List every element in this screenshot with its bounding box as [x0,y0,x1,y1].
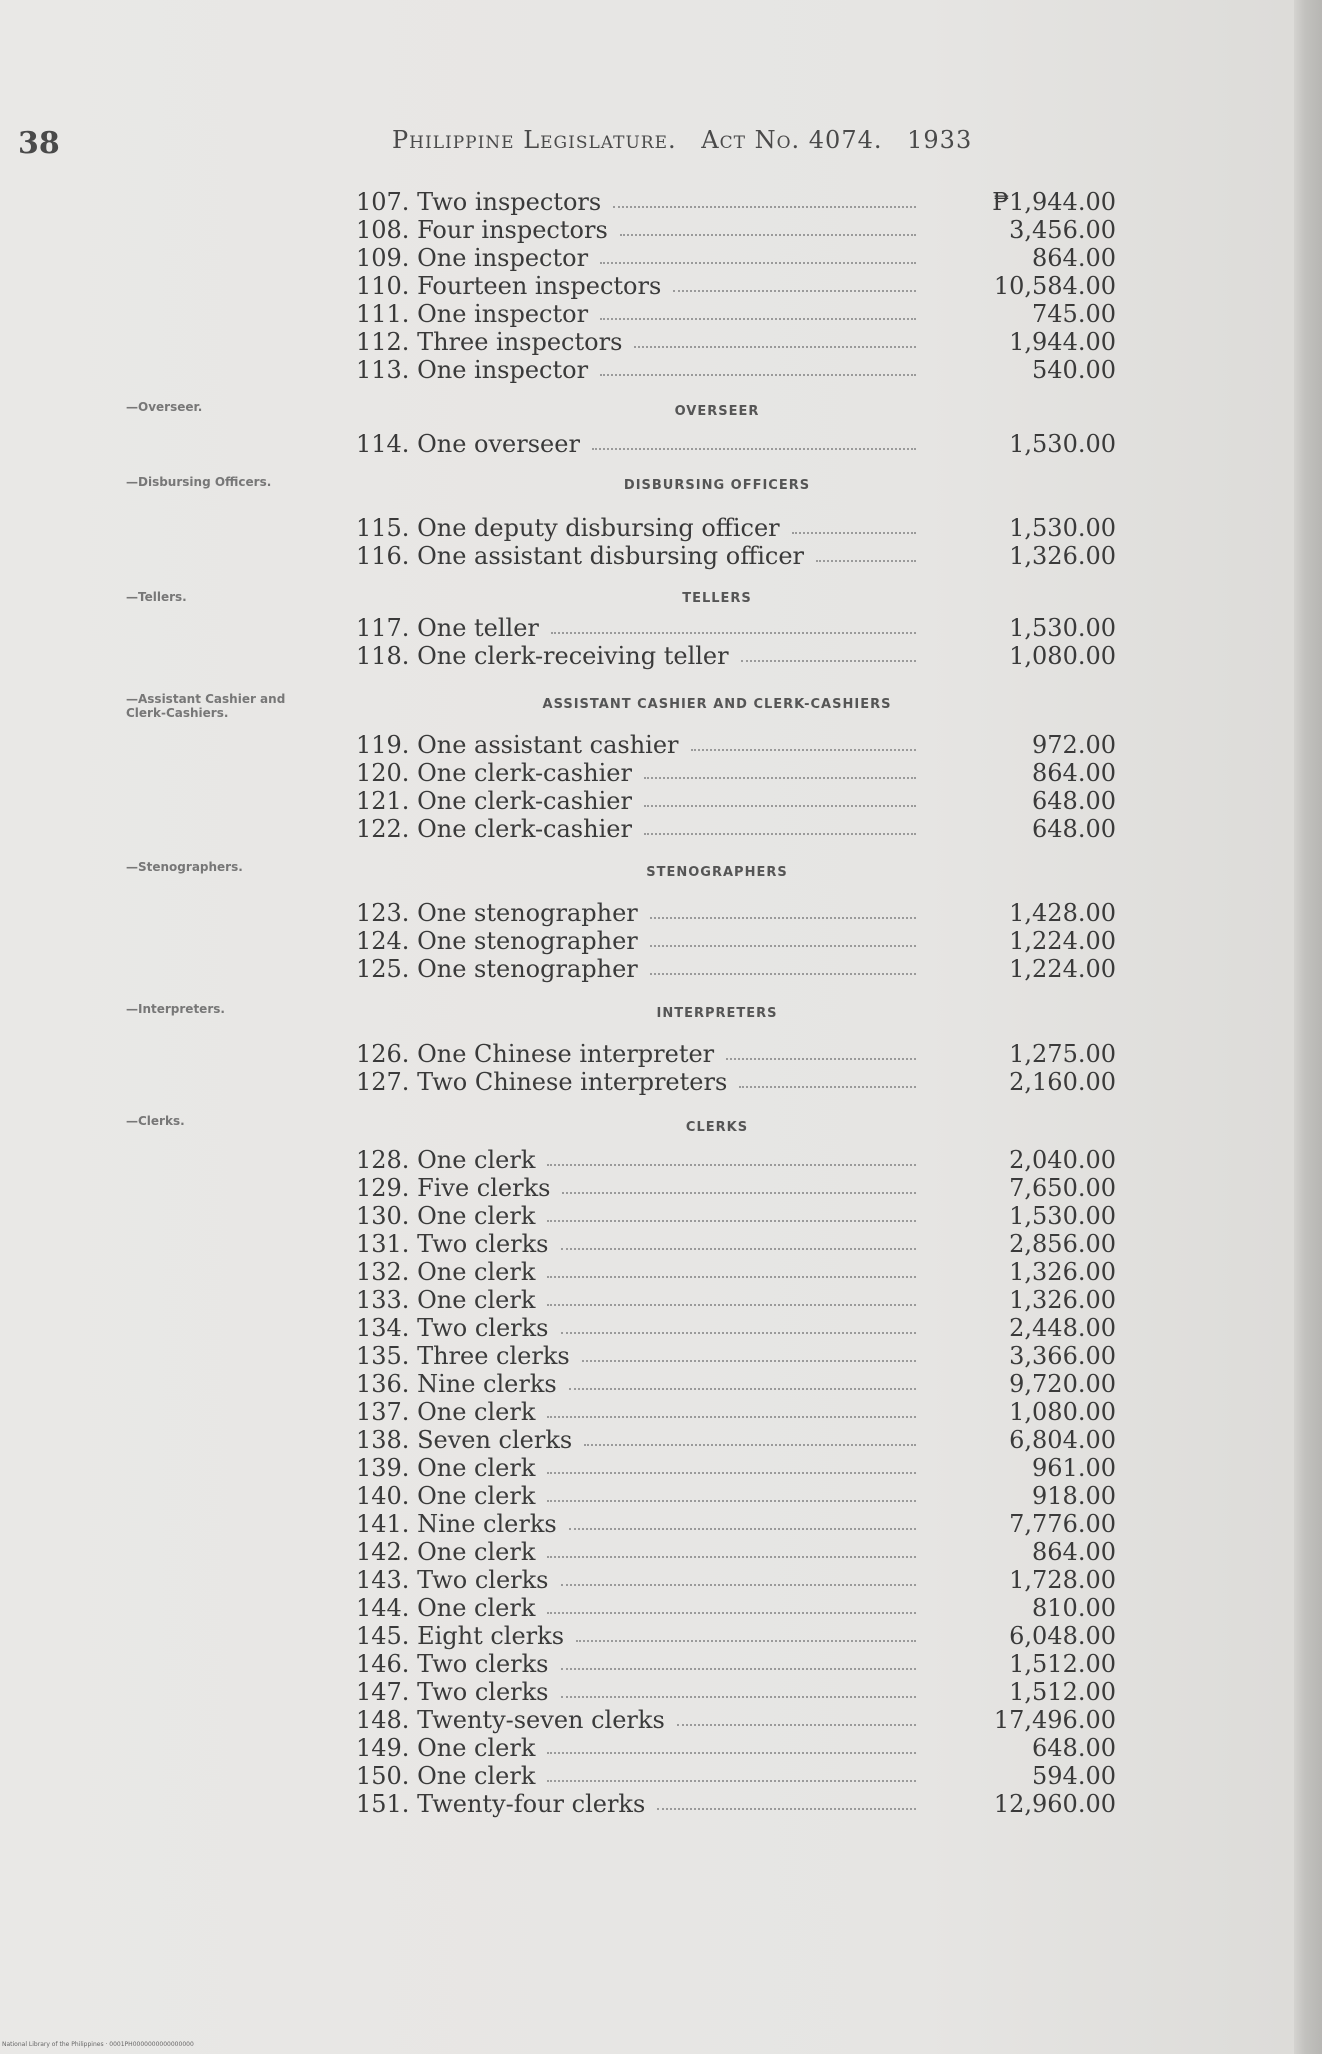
line-item [356,1230,1116,1258]
line-item-amount: 972.00 [1032,731,1116,759]
leader-dots [547,1164,916,1166]
line-item [356,1370,1116,1398]
line-item-label: 111. One inspector [356,300,589,328]
line-item-amount: 1,530.00 [1009,1202,1116,1230]
line-item-label: 130. One clerk [356,1202,536,1230]
line-item-label: 139. One clerk [356,1454,536,1482]
heading-interpreters: INTERPRETERS [656,1006,778,1021]
line-item-amount: 1,530.00 [1009,614,1116,642]
line-item-amount: 6,048.00 [1009,1622,1116,1650]
line-item [356,759,1116,787]
line-item-amount: 1,944.00 [1009,328,1116,356]
leader-dots [644,805,916,807]
line-item [356,272,1116,300]
footer-credit: National Library of the Philippines · 0001PH0000000000000000 [2,2041,194,2048]
line-item-amount: 2,856.00 [1009,1230,1116,1258]
leader-dots [547,1276,916,1278]
line-item-label: 134. Two clerks [356,1314,549,1342]
leader-dots [547,1752,916,1754]
line-item [356,1202,1116,1230]
line-item-label: 125. One stenographer [356,955,638,983]
line-item [356,1482,1116,1510]
line-item-label: 141. Nine clerks [356,1510,557,1538]
line-item [356,927,1116,955]
line-item-label: 121. One clerk-cashier [356,787,632,815]
line-item-label: 107. Two inspectors [356,188,602,216]
leader-dots [569,1528,916,1530]
line-item-label: 144. One clerk [356,1594,536,1622]
line-item-label: 143. Two clerks [356,1566,549,1594]
line-item-amount: 1,428.00 [1009,899,1116,927]
leader-dots [673,290,916,292]
line-item [356,1510,1116,1538]
line-item-amount: 2,040.00 [1009,1146,1116,1174]
line-item [356,1538,1116,1566]
line-item-label: 150. One clerk [356,1762,536,1790]
margin-note-clerks: —Clerks. [126,1114,185,1128]
overseer-list [356,430,1116,458]
page-number: 38 [18,126,60,161]
line-item [356,731,1116,759]
line-item [356,1678,1116,1706]
line-item-amount: 2,448.00 [1009,1314,1116,1342]
line-item-amount: 10,584.00 [993,272,1116,300]
line-item [356,1146,1116,1174]
line-item [356,1650,1116,1678]
leader-dots [561,1696,917,1698]
line-item-amount: 1,326.00 [1009,1258,1116,1286]
line-item-label: 108. Four inspectors [356,216,608,244]
heading-clerks: CLERKS [685,1120,749,1135]
line-item [356,188,1116,216]
leader-dots [650,945,916,947]
line-item [356,1342,1116,1370]
line-item [356,1286,1116,1314]
line-item [356,1790,1116,1818]
leader-dots [600,318,916,320]
line-item-amount: 648.00 [1032,787,1116,815]
line-item-label: 147. Two clerks [356,1678,549,1706]
heading-stenographers: STENOGRAPHERS [646,865,788,880]
line-item [356,300,1116,328]
leader-dots [613,206,916,208]
leader-dots [644,777,916,779]
line-item [356,430,1116,458]
leader-dots [547,1612,916,1614]
line-item-label: 110. Fourteen inspectors [356,272,662,300]
running-head-year: 1933 [907,126,973,154]
line-item [356,356,1116,384]
leader-dots [644,833,916,835]
line-item-amount: 810.00 [1032,1594,1116,1622]
leader-dots [650,973,916,975]
line-item-label: 128. One clerk [356,1146,536,1174]
margin-note-stenographers: —Stenographers. [126,860,243,874]
line-item-amount: 3,366.00 [1009,1342,1116,1370]
line-item-label: 138. Seven clerks [356,1426,573,1454]
heading-cashiers: ASSISTANT CASHIER AND CLERK-CASHIERS [542,697,892,712]
line-item-label: 129. Five clerks [356,1174,551,1202]
cashiers-list [356,731,1116,843]
line-item-label: 114. One overseer [356,430,580,458]
leader-dots [547,1556,916,1558]
line-item [356,514,1116,542]
leader-dots [584,1444,916,1446]
line-item-amount: 17,496.00 [993,1706,1116,1734]
line-item-label: 142. One clerk [356,1538,536,1566]
line-item-label: 137. One clerk [356,1398,536,1426]
leader-dots [547,1304,916,1306]
leader-dots [600,262,916,264]
line-item-label: 127. Two Chinese interpreters [356,1068,728,1096]
leader-dots [561,1668,917,1670]
line-item [356,1068,1116,1096]
line-item-label: 140. One clerk [356,1482,536,1510]
line-item [356,1566,1116,1594]
line-item-label: 113. One inspector [356,356,589,384]
line-item-amount: 864.00 [1032,759,1116,787]
line-item-amount: 1,530.00 [1009,514,1116,542]
leader-dots [561,1332,917,1334]
line-item-amount: 1,326.00 [1009,542,1116,570]
line-item-label: 132. One clerk [356,1258,536,1286]
line-item-label: 133. One clerk [356,1286,536,1314]
line-item-label: 149. One clerk [356,1734,536,1762]
leader-dots [561,1248,917,1250]
leader-dots [677,1724,916,1726]
line-item [356,1706,1116,1734]
line-item-amount: 1,275.00 [1009,1040,1116,1068]
line-item [356,216,1116,244]
line-item-amount: 540.00 [1032,356,1116,384]
line-item-label: 122. One clerk-cashier [356,815,632,843]
line-item-amount: 1,224.00 [1009,955,1116,983]
line-item-label: 151. Twenty-four clerks [356,1790,646,1818]
line-item-label: 145. Eight clerks [356,1622,565,1650]
line-item-amount: 918.00 [1032,1482,1116,1510]
line-item [356,614,1116,642]
line-item-amount: 2,160.00 [1009,1068,1116,1096]
interpreters-list [356,1040,1116,1096]
line-item-label: 115. One deputy disbursing officer [356,514,780,542]
leader-dots [562,1192,916,1194]
line-item-amount: 961.00 [1032,1454,1116,1482]
running-head-title: Philippine Legislature. [392,126,677,154]
line-item-amount: 1,326.00 [1009,1286,1116,1314]
line-item-label: 119. One assistant cashier [356,731,679,759]
leader-dots [576,1640,916,1642]
line-item-label: 116. One assistant disbursing officer [356,542,805,570]
line-item-amount: 864.00 [1032,244,1116,272]
line-item-label: 126. One Chinese interpreter [356,1040,715,1068]
line-item-amount: 648.00 [1032,1734,1116,1762]
running-head-act: Act No. 4074. [701,126,883,154]
leader-dots [691,749,916,751]
margin-note-cashiers: —Assistant Cashier and Clerk-Cashiers. [126,692,286,720]
line-item-label: 120. One clerk-cashier [356,759,632,787]
line-item-label: 124. One stenographer [356,927,638,955]
leader-dots [569,1388,916,1390]
line-item [356,1426,1116,1454]
leader-dots [547,1780,916,1782]
line-item [356,1398,1116,1426]
margin-note-disbursing: —Disbursing Officers. [126,475,272,489]
line-item [356,1258,1116,1286]
running-head [392,126,988,154]
disbursing-list [356,514,1116,570]
line-item [356,1594,1116,1622]
line-item-amount: 12,960.00 [993,1790,1116,1818]
line-item-label: 109. One inspector [356,244,589,272]
clerks-list [356,1146,1116,1818]
leader-dots [634,346,916,348]
line-item-amount: ₱1,944.00 [992,188,1116,216]
line-item-label: 118. One clerk-receiving teller [356,642,729,670]
leader-dots [620,234,916,236]
line-item [356,1622,1116,1650]
heading-tellers: TELLERS [682,591,752,606]
margin-note-interpreters: —Interpreters. [126,1002,225,1016]
line-item [356,787,1116,815]
line-item [356,1454,1116,1482]
line-item-label: 146. Two clerks [356,1650,549,1678]
line-item [356,328,1116,356]
line-item-amount: 1,512.00 [1009,1650,1116,1678]
line-item-amount: 9,720.00 [1009,1370,1116,1398]
line-item-amount: 1,728.00 [1009,1566,1116,1594]
leader-dots [657,1808,916,1810]
line-item-amount: 1,530.00 [1009,430,1116,458]
margin-note-overseer: —Overseer. [126,400,203,414]
margin-note-tellers: —Tellers. [126,590,187,604]
leader-dots [547,1472,916,1474]
leader-dots [551,632,916,634]
line-item-label: 135. Three clerks [356,1342,570,1370]
leader-dots [792,532,916,534]
line-item [356,955,1116,983]
tellers-list [356,614,1116,670]
line-item [356,899,1116,927]
leader-dots [547,1500,916,1502]
leader-dots [726,1058,916,1060]
line-item-amount: 594.00 [1032,1762,1116,1790]
line-item [356,1762,1116,1790]
leader-dots [600,374,916,376]
line-item-label: 112. Three inspectors [356,328,623,356]
page-edge-shadow [1294,0,1322,2054]
line-item-amount: 1,512.00 [1009,1678,1116,1706]
line-item-amount: 745.00 [1032,300,1116,328]
line-item-amount: 7,776.00 [1009,1510,1116,1538]
line-item-label: 117. One teller [356,614,539,642]
inspectors-list [356,188,1116,384]
leader-dots [561,1584,917,1586]
line-item-amount: 1,080.00 [1009,642,1116,670]
leader-dots [547,1416,916,1418]
line-item-amount: 864.00 [1032,1538,1116,1566]
line-item [356,1734,1116,1762]
leader-dots [739,1086,916,1088]
line-item [356,542,1116,570]
line-item-amount: 6,804.00 [1009,1426,1116,1454]
line-item-amount: 1,080.00 [1009,1398,1116,1426]
line-item [356,1040,1116,1068]
line-item-label: 131. Two clerks [356,1230,549,1258]
leader-dots [650,917,916,919]
line-item-label: 136. Nine clerks [356,1370,557,1398]
line-item-amount: 7,650.00 [1009,1174,1116,1202]
heading-disbursing: DISBURSING OFFICERS [623,478,811,493]
line-item [356,244,1116,272]
leader-dots [547,1220,916,1222]
line-item-amount: 648.00 [1032,815,1116,843]
line-item-label: 123. One stenographer [356,899,638,927]
line-item-label: 148. Twenty-seven clerks [356,1706,665,1734]
line-item-amount: 1,224.00 [1009,927,1116,955]
line-item [356,1174,1116,1202]
leader-dots [592,448,916,450]
line-item [356,1314,1116,1342]
heading-overseer: OVERSEER [674,404,760,419]
line-item [356,815,1116,843]
leader-dots [816,560,916,562]
leader-dots [582,1360,916,1362]
line-item [356,642,1116,670]
leader-dots [741,660,916,662]
stenographers-list [356,899,1116,983]
line-item-amount: 3,456.00 [1009,216,1116,244]
